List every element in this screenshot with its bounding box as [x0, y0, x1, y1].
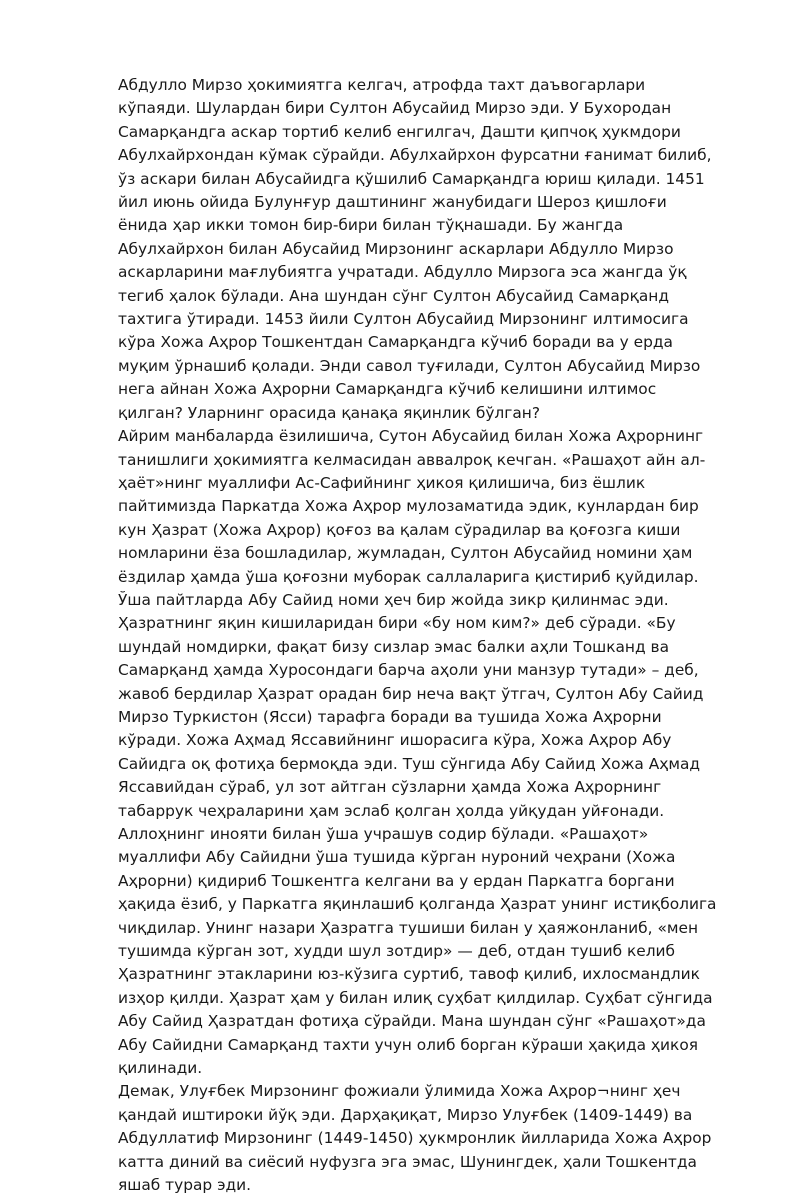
paragraph-abdullo-mirzo: Абдулло Мирзо ҳокимиятга келгач, атрофда тахт даъвогарлари кўпаяди. Шулардан бири Султон Абусайид Мирзо эди. У Бухородан Самарқандга аскар тортиб келиб енгилгач, Дашти қипчоқ ҳукмдори Абулхайрхондан кўмак сўрайди. Абулхайрхон фурсатни ғанимат билиб, ўз аскари билан Абусайидга қўшилиб Самарқандга юриш қилади. 1451 йил июнь ойида Булунғур даштининг жанубидаги Шероз қишлоғи ёнида ҳар икки томон бир-бири билан тўқнашади. Бу жангда Абулхайрхон билан Абусайид Мирзонинг аскарлари Абдулло Мирзо аскарларини мағлубиятга учратади. Абдулло Мирзога эса жангда ўқ тегиб ҳалок бўлади. Ана шундан сўнг Султон Абусайид Самарқанд тахтига ўтиради. 1453 йили Султон Абусайид Мирзонинг илтимосига кўра Хожа Аҳрор Тошкентдан Самарқандга кўчиб боради ва у ерда муқим ўрнашиб қолади. Энди савол туғилади, Султон Абусайид Мирзо нега айнан Хожа Аҳрорни Самарқандга кўчиб келишини илтимос қилган? Уларнинг орасида қанақа яқинлик бўлган? [118, 76, 712, 422]
paragraph-conclusion: Демак, Улуғбек Мирзонинг фожиали ўлимида Хожа Аҳрор¬нинг ҳеч қандай иштироки йўқ эди. Дарҳақиқат, Мирзо Улуғбек (1409-1449) ва Абдуллатиф Мирзонинг (1449-1450) ҳукмронлик йилларида Хожа Аҳрор катта диний ва сиёсий нуфузга эга эмас, Шунингдек, ҳали Тошкентда яшаб турар эди. [118, 1082, 712, 1195]
document-page [118, 74, 718, 1198]
paragraph-rashahot-story: Айрим манбаларда ёзилишича, Сутон Абусайид билан Хожа Аҳрорнинг танишлиги ҳокимиятга келмасидан аввалроқ кечган. «Рашаҳот айн ал-ҳаёт»нинг муаллифи Ас-Сафийнинг ҳикоя қилишича, биз ёшлик пайтимизда Паркатда Хожа Аҳрор мулозаматида эдик, кунлардан бир кун Ҳазрат (Хожа Аҳрор) қоғоз ва қалам сўрадилар ва қоғозга киши номларини ёза бошладилар, жумладан, Султон Абусайид номини ҳам ёздилар ҳамда ўша қоғозни муборак саллаларига қистириб қуйдилар. Ўша пайтларда Абу Сайид номи ҳеч бир жойда зикр қилинмас эди. Ҳазратнинг яқин кишиларидан бири «бу ном ким?» деб сўради. «Бу шундай номдирки, фақат бизу сизлар эмас балки аҳли Тошканд ва Самарқанд ҳамда Хуросондаги барча аҳоли уни манзур тутади» – деб, жавоб бердилар Ҳазрат орадан бир неча вақт ўтгач, Султон Абу Сайид Мирзо Туркистон (Ясси) тарафга боради ва тушида Хожа Аҳрорни кўради. Хожа Аҳмад Яссавийнинг ишорасига кўра, Хожа Аҳрор Абу Сайидга оқ фотиҳа бермоқда эди. Туш сўнгида Абу Сайид Хожа Аҳмад Яссавийдан сўраб, ул зот айтган сўзларни ҳамда Хожа Аҳрорнинг табаррук чеҳраларини ҳам эслаб қолган ҳолда уйқудан уйғонади. Аллоҳнинг инояти билан ўша учрашув содир бўлади. «Рашаҳот» муаллифи Абу Сайидни ўша тушида кўрган нуроний чеҳрани (Хожа Аҳрорни) қидириб Тошкентга келгани ва у ердан Паркатга боргани ҳақида ёзиб, у Паркатга яқинлашиб қолганда Ҳазрат унинг истиқболига чиқдилар. Унинг назари Ҳазратга тушиши билан у ҳаяжонланиб, «мен тушимда кўрган зот, худди шул зотдир» — деб, отдан тушиб келиб Ҳазратнинг этакларини юз-кўзига суртиб, тавоф қилиб, ихлосмандлик изҳор қилди. Ҳазрат ҳам у билан илиқ суҳбат қилдилар. Суҳбат сўнгида Абу Сайид Ҳазратдан фотиҳа сўрайди. Мана шундан сўнг «Рашаҳот»да Абу Сайидни Самарқанд тахти учун олиб борган кўраши ҳақида ҳикоя қилинади. [118, 427, 717, 1078]
